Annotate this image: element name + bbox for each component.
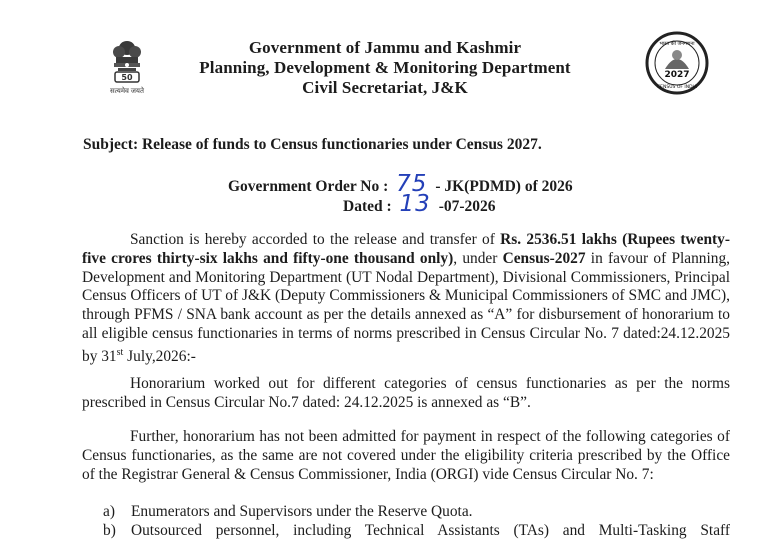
list-marker: a)	[103, 503, 115, 520]
date-day-handwritten: 13	[399, 191, 431, 217]
honorarium-paragraph: Honorarium worked out for different categories of census functionaries as per the norms prescribed in Census Circular No.7 dated: 24.12.2025 is annexed as “B”.	[82, 375, 730, 411]
dated-label: Dated :	[343, 198, 392, 215]
exclusion-paragraph: Further, honorarium has not been admitted for payment in respect of the following categories of Census functionaries, as the same are not covered under the eligibility criteria prescribed by the Office of the Registrar General & Census Commissioner, India (ORGI) vide Census Circular No. 7:	[82, 428, 730, 483]
header-department: Planning, Development & Monitoring Department	[199, 58, 571, 77]
logo-top-text: भारत की जनगणना	[659, 41, 695, 47]
header-government: Government of Jammu and Kashmir	[248, 38, 522, 57]
list-item	[103, 503, 730, 522]
header-address: Civil Secretariat, J&K	[302, 78, 468, 97]
order-label: Government Order No :	[228, 178, 389, 195]
letterhead	[0, 38, 770, 98]
svg-text:50: 50	[121, 73, 133, 82]
emblem-caption: सत्यमेव जयते	[110, 87, 144, 95]
list-item	[103, 522, 730, 541]
date-suffix: -07-2026	[438, 198, 496, 215]
order-suffix: - JK(PDMD) of 2026	[435, 178, 573, 195]
sanction-paragraph: Sanction is hereby accorded to the release and transfer of Rs. 2536.51 lakhs (Rupees twenty-five crores thirty-six lakhs and fifty-one thousand only), under Census-2027 in favour of Planning, Development and Monitoring Department (UT Nodal Department), Divisional Commissioners, Principal Census Officers of UT of J&K (Deputy Commissioners & Municipal Commissioners of SMC and JMC), through PFMS / SNA bank account as per the details annexed as “A” for disbursement of honorarium to all eligible census functionaries in terms of norms prescribed in Census Circular No. 7 dated:24.12.2025 by 31st July,2026:-	[82, 231, 731, 365]
list-text: Enumerators and Supervisors under the Reserve Quota.	[131, 503, 473, 520]
list-text: Outsourced personnel, including Technical Assistants (TAs) and Multi-Tasking Staff	[131, 522, 730, 539]
list-marker: b)	[103, 522, 116, 539]
order-date-line	[343, 191, 496, 217]
order-number-handwritten: 75	[396, 171, 428, 197]
logo-bottom-text: CENSUS OF INDIA	[657, 85, 697, 90]
logo-year: 2027	[664, 70, 690, 80]
sanction-amount: Rs. 2536.51 lakhs (Rupees twenty-five crores thirty-six lakhs and fifty-one thousand only)	[82, 231, 731, 267]
subject-line: Subject: Release of funds to Census functionaries under Census 2027.	[83, 136, 542, 153]
census-label: Census-2027	[502, 249, 586, 267]
